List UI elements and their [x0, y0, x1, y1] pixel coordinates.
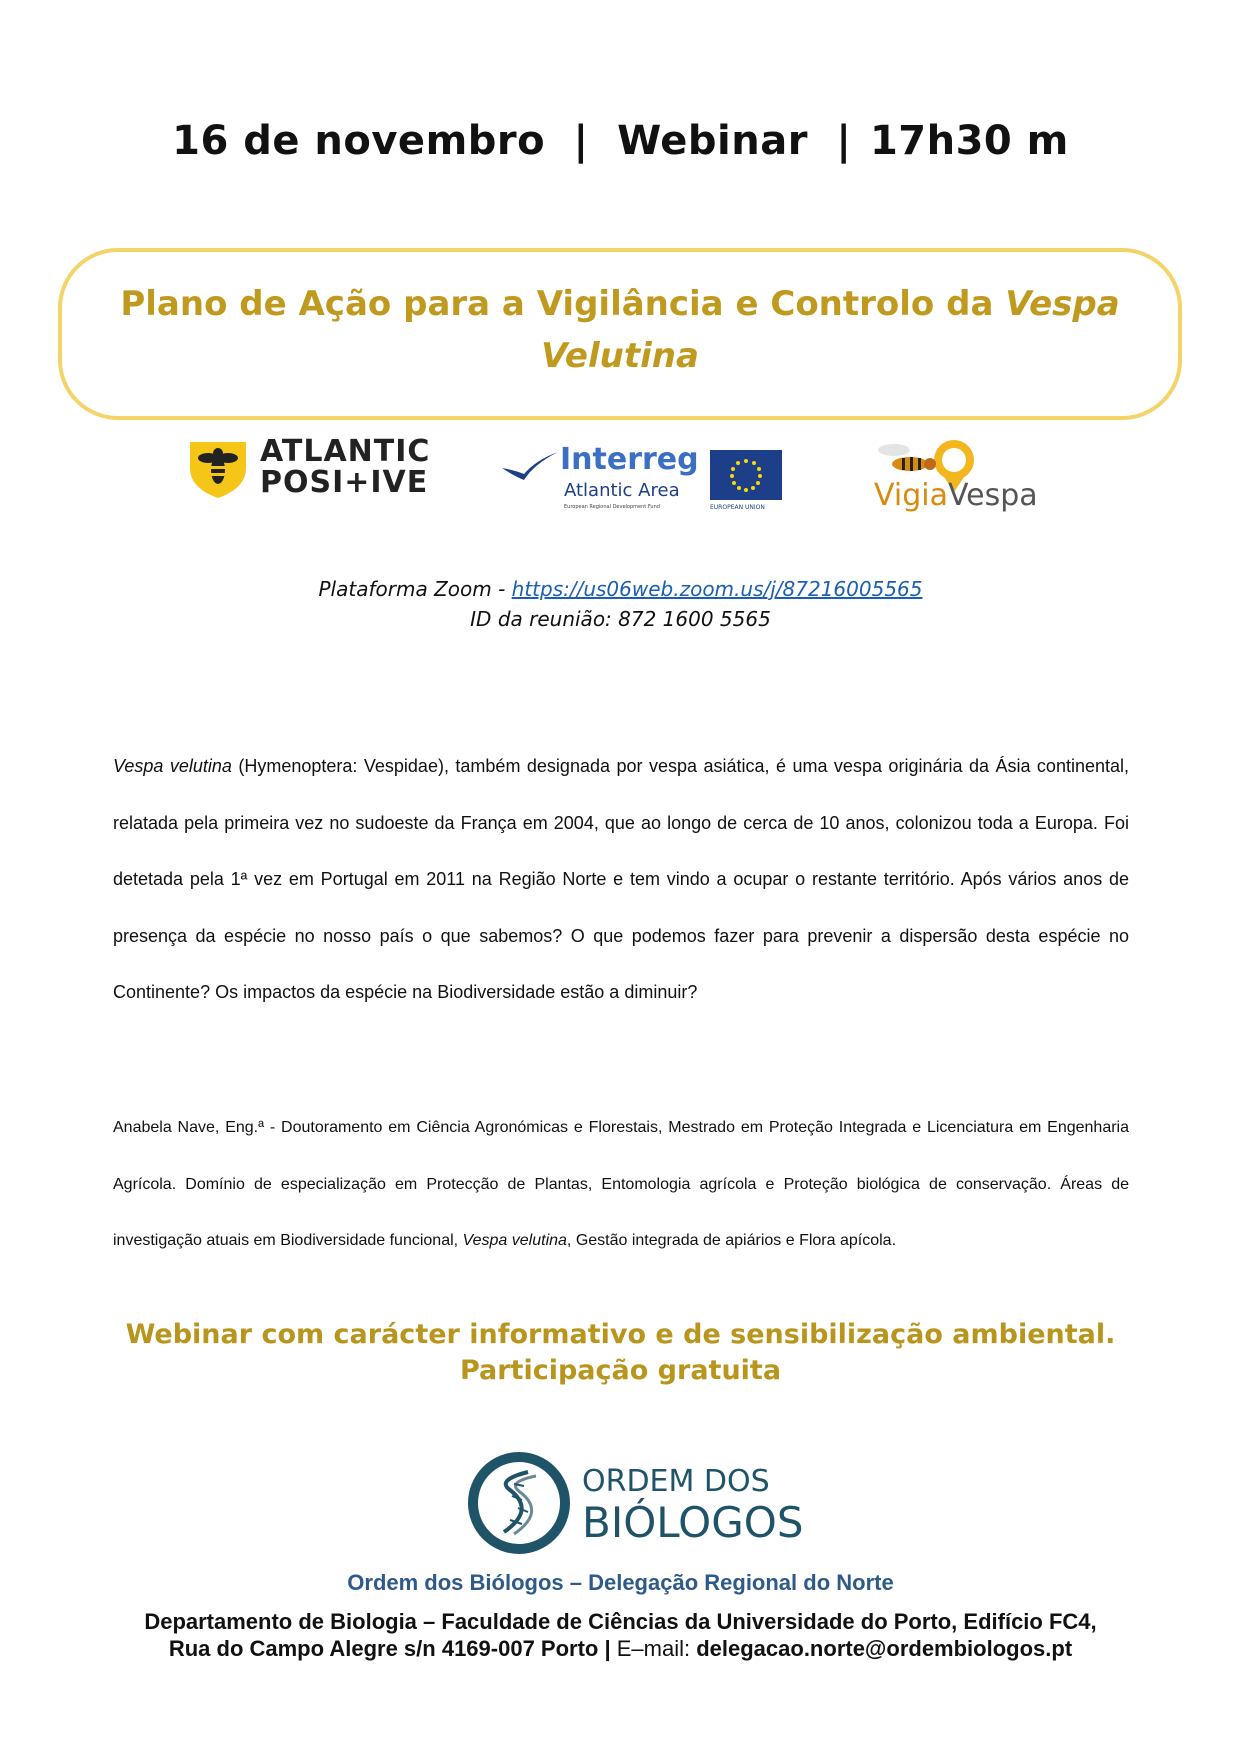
interreg-logo [500, 442, 790, 516]
meeting-id: ID da reunião: 872 1600 5565 [470, 607, 771, 631]
event-header [0, 118, 1241, 164]
intro-species: Vespa velutina [113, 756, 232, 776]
vigia-part2: Vespa [947, 478, 1038, 513]
title-main: Plano de Ação para a Vigilância e Controlo da [120, 284, 1006, 324]
intro-text: (Hymenoptera: Vespidae), também designada por vespa asiática, é uma vespa originária da Ásia continental, relatada pela primeira vez no sudoeste da França em 2004, que ao longo de cerca de 10 anos, colonizou toda a Europa. Foi detetada pela 1ª vez em Portugal em 2011 na Região Norte e tem vindo a ocupar o restante território. Após vários anos de presença da espécie no nosso país o que sabemos? O que podemos fazer para prevenir a dispersão desta espécie no Continente? Os impactos da espécie na Biodiversidade estão a diminuir? [113, 756, 1129, 1002]
zoom-info [0, 574, 1241, 634]
atlantic-line2: POSI+IVE [260, 465, 429, 500]
ordem-line1: ORDEM DOS [582, 1464, 770, 1499]
ordem-line2: BIÓLOGOS [582, 1498, 804, 1547]
vigia-text [874, 478, 1038, 513]
delegacao-label: Ordem dos Biólogos – Delegação Regional do Norte [347, 1570, 894, 1595]
bio-text2: , Gestão integrada de apiários e Flora apícola. [566, 1232, 897, 1249]
ordem-text [582, 1464, 803, 1546]
address-street: Rua do Campo Alegre s/n 4169-007 Porto | [168, 1636, 617, 1661]
event-date: 16 de novembro [172, 118, 546, 164]
event-type: Webinar [617, 118, 808, 164]
zoom-line [0, 574, 1241, 604]
event-time: 17h30 m [869, 118, 1069, 164]
note-line1: Webinar com carácter informativo e de sensibilização ambiental. [125, 1319, 1116, 1350]
interreg-name: Interreg [560, 442, 699, 477]
email-label: E–mail: [616, 1636, 697, 1661]
title-species: Vespa Velutina [541, 284, 1120, 376]
bee-shield-icon [186, 438, 250, 500]
event-title [90, 278, 1150, 382]
address-line2 [0, 1635, 1241, 1662]
separator: | [573, 118, 589, 164]
interreg-sub: Atlantic Area [564, 480, 680, 501]
interreg-swoosh-icon [500, 450, 560, 484]
address-block [0, 1608, 1241, 1662]
bio-species: Vespa velutina [462, 1232, 567, 1249]
note-line2: Participação gratuita [459, 1355, 782, 1386]
separator: | [836, 118, 852, 164]
intro-paragraph [113, 738, 1129, 1021]
atlantic-text [260, 436, 430, 498]
zoom-link[interactable]: https://us06web.zoom.us/j/87216005565 [511, 577, 923, 601]
email-address[interactable]: delegacao.norte@ordembiologos.pt [696, 1636, 1073, 1661]
eu-label: EUROPEAN UNION [710, 504, 765, 511]
eu-flag-icon [710, 450, 782, 500]
address-line1: Departamento de Biologia – Faculdade de Ciências da Universidade do Porto, Edifício FC4, [144, 1609, 1097, 1634]
dna-circle-icon [466, 1450, 572, 1556]
vigia-part1: Vigia [874, 478, 948, 513]
webinar-note [0, 1317, 1241, 1389]
atlantic-positive-logo [186, 436, 474, 500]
atlantic-line1: ATLANTIC [260, 434, 431, 469]
ordem-biologos-logo [466, 1450, 804, 1560]
zoom-label: Plataforma Zoom - [318, 577, 512, 601]
bio-text1: Anabela Nave, Eng.ª - Doutoramento em Ciência Agronómicas e Florestais, Mestrado em Proteção Integrada e Licenciatura em Engenharia Agrícola. Domínio de especialização em Protecção de Plantas, Entomologia agrícola e Proteção biológica de conservação. Áreas de investigação atuais em Biodiversidade funcional, [113, 1119, 1129, 1249]
interreg-fund: European Regional Development Fund [564, 504, 660, 510]
vigia-vespa-logo [872, 438, 1052, 520]
speaker-bio [113, 1100, 1129, 1270]
